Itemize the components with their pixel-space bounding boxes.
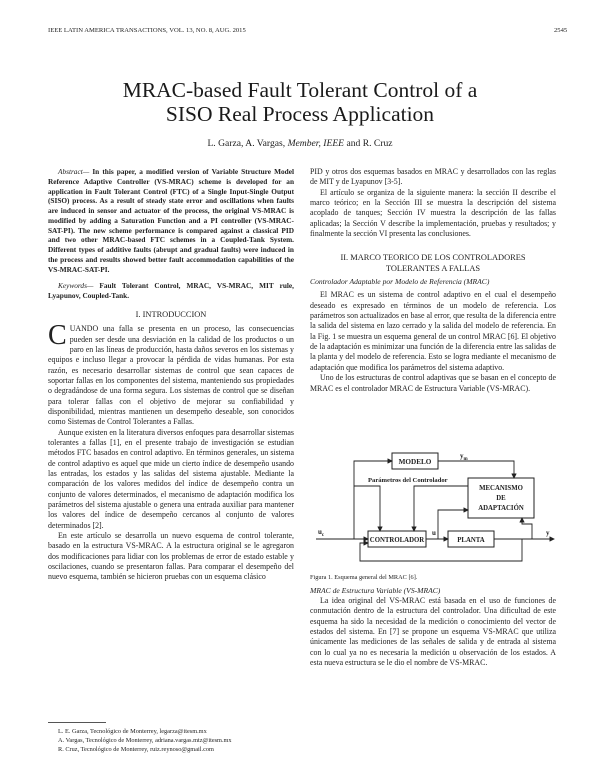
- abstract-text: In this paper, a modified version of Variable Structure Model Reference Adaptive Controller (VS-MRAC) scheme is developed for an application in Fault Tolerant Control (FTC) of a Single Input-Single Output (SISO) process. As a result of steady state error and oscillations when faults are induced in sensor and actuator of the process, the original VS-MRAC is modified by adding a Saturation Function and a PI controller (VS-MRAC-SAT-PI). The new scheme performance is compared against a classical PID and two other MRAC-based FTC schemes in a Coupled-Tank System. Different types of additive faults (abrupt and gradual faults) were induced in the process and results showed better fault accommodation capabilities of the VS-MRAC-SAT-PI.: [48, 167, 294, 274]
- author-membership: Member, IEEE: [287, 138, 345, 149]
- footnote-1: L. E. Garza, Tecnológico de Monterrey, legarza@itesm.mx: [58, 728, 207, 735]
- y-to-adaptation-line: [522, 518, 532, 539]
- section-1-heading: I. INTRODUCCION: [135, 309, 207, 319]
- subsection-mrac: Controlador Adaptable por Modelo de Referencia (MRAC): [310, 277, 490, 287]
- left-column: [48, 167, 294, 583]
- keywords: [48, 281, 294, 300]
- controller-label: CONTROLADOR: [369, 537, 425, 544]
- section-2-heading: II. MARCO TEORICO DE LOS CONTROLADORES TOLERANTES A FALLAS: [340, 253, 526, 273]
- right-column-bottom: [310, 586, 556, 668]
- footnote-3: R. Cruz, Tecnológico de Monterrey, ruiz.reynoso@gmail.com: [58, 745, 214, 753]
- params-label: Parámetros del Controlador: [368, 477, 448, 484]
- right-paragraph-3: Uno de los estructuras de control adaptivas que se basan en el concepto de MRAC es el controlador MRAC de Estructura Variable (VS-MRAC).: [310, 373, 556, 393]
- keywords-text: Fault Tolerant Control, MRAC, VS-MRAC, MIT rule, Lyapunov, Coupled-Tank.: [48, 281, 294, 300]
- figure-caption: Figura 1. Esquema general del MRAC [6].: [310, 574, 418, 581]
- author-last: and R. Cruz: [346, 138, 393, 149]
- input-label: $u_c$: [318, 528, 325, 538]
- subsection-vs-mrac: MRAC de Estructura Variable (VS-MRAC): [310, 586, 441, 595]
- intro-paragraph-2: Aunque existen en la literatura diversos enfoques para desarrollar sistemas tolerantes a fallas [1], en el presente trabajo de investigación se estudian métodos FTC basados en control adaptivo. En términos generales, un sistema de control adaptivo es aquel que mide un cierto índice de desempeño usando las entradas, los estados y las salidas del sistema ajustable. Mediante la comparación de los valores medidos del índice de desempeño contra un conjunto de valores determinados, el mecanismo de adaptación modifica los parámetros del sistema ajustable o genera una entrada auxiliar para mantener los valores del índice de desempeño cercanos al conjunto de valores determinados [2].: [48, 427, 294, 530]
- authors: [0, 138, 600, 149]
- u-label: u: [432, 529, 436, 537]
- mrac-block-diagram: [310, 448, 560, 573]
- right-paragraph-2: El MRAC es un sistema de control adaptivo en el cual el desempeño deseado es expresado en términos de un modelo de referencia. Los parámetros son actualizados en base al error, que resulta de la diferencia entre la salida del sistema en lazo cerrado y la salida del modelo de referencia. En la Fig. 1 se muestra un esquema general de un control MRAC [6]. El objetivo de la adaptación es minimizar una función de la diferencia entre las salidas de la planta y del modelo de referencia. Esto se logra mediante el mecanismo de adaptación que modifica los parámetros del sistema adaptivo.: [310, 290, 556, 372]
- adaptation-label-1: MECANISMO: [479, 485, 523, 492]
- abstract-label: Abstract—: [58, 167, 90, 176]
- ym-label: $y_m$: [460, 452, 468, 462]
- page-number: 2545: [554, 27, 568, 34]
- u-to-adaptation-line: [438, 510, 468, 539]
- adaptation-to-controller-line: [414, 486, 468, 531]
- abstract: [48, 167, 294, 274]
- title-line-1: MRAC-based Fault Tolerant Control of a: [122, 78, 478, 102]
- author-names: L. Garza, A. Vargas,: [207, 138, 286, 149]
- title-line-2: SISO Real Process Application: [165, 102, 435, 126]
- right-paragraph-1: El artículo se organiza de la siguiente manera: la sección II describe el marco teórico; en la Sección III se muestra la descripción del sistema acoplado de tanques; Sección IV muestra la descripción de las fallas aplicadas; la Sección V describe la implementación, pruebas y resultados; y finalmente la sección VI presenta las conclusiones.: [310, 187, 556, 239]
- footnote-2: A. Vargas, Tecnológico de Monterrey, adriana.vargas.mtz@itesm.mx: [58, 736, 232, 744]
- intro-paragraph-1: [48, 320, 294, 427]
- right-column-top: [310, 167, 556, 394]
- params-to-controller-line: [354, 486, 380, 531]
- footnotes: [58, 728, 298, 754]
- modelo-label: MODELO: [398, 458, 432, 466]
- intro-paragraph-3: En este artículo se desarrolla un nuevo esquema de control tolerante, basado en la estructura VS-MRAC. A la estructura original se le agregaron dos modificaciones para lidiar con los problemas de error de estado estable y oscilaciones, cuando se presentaron fallas. Para comparar el desempeño del nuevo esquema, también se hicieron pruebas con un esquema clásico: [48, 531, 294, 582]
- keywords-label: Keywords—: [58, 281, 94, 291]
- intro-paragraph-1-text: UANDO una falla se presenta en un proceso, las consecuencias pueden ser desde una desviación en la calidad de los productos o un paro en las líneas de producción, hasta daños severos en los sistemas y equipos e incluso llegar a provocar la pérdida de vidas humanas. Por esta razón, es necesario desarrollar sistemas de control que sean capaces de soportar fallas en los componentes del sistema, manteniendo sus propiedades o degradándose de una forma segura. Los sistemas de control que se diseñan para tolerar fallas con el objetivo de mejorar su confiabilidad y disponibilidad, mientras mantienen un desempeño deseable, son conocidos como Sistemas de Control Tolerantes a Fallas.: [48, 324, 294, 427]
- running-header: IEEE LATIN AMERICA TRANSACTIONS, VOL. 13, NO. 8, AUG. 2015: [48, 27, 246, 34]
- right-paragraph-4: La idea original del VS-MRAC está basada en el uso de funciones de conmutación dentro de la estructura del controlador. Una dificultad de este esquema ha sido la necesidad de la medición o conocimiento del vector de estados del sistema. En [7] se propone un esquema VS-MRAC que utiliza únicamente las mediciones de las señales de salida y de entrada al sistema con lo cual ya no es necesaria la medición u observación de los estados. A esta nueva estructura se le dio el nombre de VS-MRAC.: [310, 596, 556, 668]
- paper-title: [0, 78, 600, 126]
- plant-label: PLANTA: [457, 537, 485, 544]
- input-to-model-line: [354, 461, 392, 539]
- y-label: y: [546, 529, 550, 537]
- drop-cap: C: [48, 320, 67, 352]
- adaptation-label-2: DE: [496, 495, 506, 502]
- adaptation-label-3: ADAPTACIÓN: [478, 505, 524, 512]
- right-paragraph-0: PID y otros dos esquemas basados en MRAC y desarrollados con las reglas de MIT y de Lyapunov [3-5].: [310, 167, 556, 187]
- footnote-rule: [48, 722, 106, 723]
- model-output-line: [438, 461, 514, 478]
